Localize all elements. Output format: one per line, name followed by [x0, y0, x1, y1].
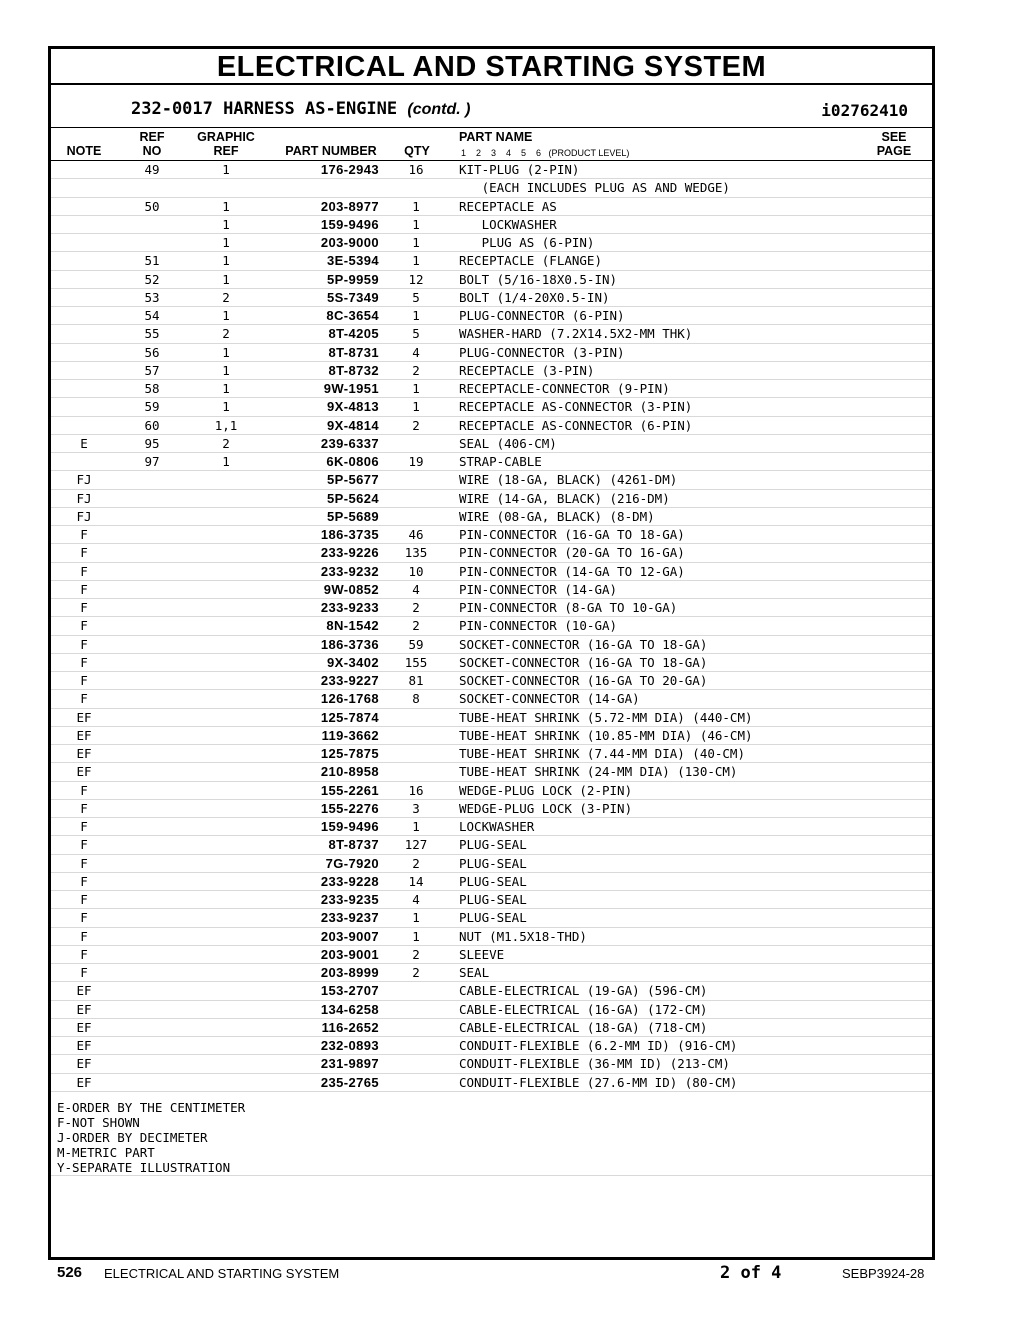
table-row: [51, 636, 932, 654]
row-qty: 2: [412, 600, 420, 615]
row-graphic-ref: 1: [222, 235, 230, 250]
table-row: [51, 763, 932, 781]
row-note: F: [80, 837, 88, 853]
row-ref-no: 51: [144, 253, 160, 269]
row-qty: 2: [412, 855, 420, 871]
col-gref-1: GRAPHIC: [197, 130, 255, 144]
row-qty: 4: [412, 581, 420, 597]
row-part-number: 176-2943: [320, 162, 379, 177]
row-part-name: RECEPTACLE-CONNECTOR (9-PIN): [459, 381, 670, 396]
row-graphic-ref: 1: [222, 162, 230, 177]
table-row: [51, 362, 932, 380]
row-note: EF: [76, 1019, 92, 1035]
row-part-name: WIRE (08-GA, BLACK) (8-DM): [459, 508, 655, 524]
row-part-number: 9X-3402: [327, 654, 379, 670]
row-part-number: 5P-5677: [327, 472, 379, 488]
row-qty: 2: [412, 618, 420, 634]
col-product-level: 1 2 3 4 5 6 (PRODUCT LEVEL): [461, 148, 630, 158]
row-qty: 16: [408, 782, 424, 798]
note-j: J-ORDER BY DECIMETER: [57, 1130, 208, 1145]
row-qty: 4: [412, 344, 420, 360]
row-part-number: 8T-4205: [328, 326, 379, 342]
row-note: F: [80, 928, 88, 944]
row-note: EF: [76, 1074, 92, 1090]
row-qty: 135: [404, 545, 428, 561]
row-part-name: TUBE-HEAT SHRINK (24-MM DIA) (130-CM): [459, 764, 738, 780]
row-note: EF: [76, 709, 92, 725]
col-ref-2: NO: [142, 144, 162, 158]
row-part-name: PLUG-CONNECTOR (6-PIN): [459, 308, 625, 323]
row-qty: 2: [412, 965, 420, 980]
col-note: NOTE: [66, 144, 102, 158]
row-part-number: 5P-9959: [327, 271, 379, 287]
row-graphic-ref: 2: [222, 435, 230, 451]
row-ref-no: 54: [144, 308, 160, 323]
row-ref-no: 59: [144, 399, 160, 415]
row-note: F: [80, 782, 88, 798]
table-row: [51, 398, 932, 416]
table-row: [51, 873, 932, 891]
row-note: F: [80, 965, 88, 980]
row-note: F: [80, 618, 88, 634]
row-part-number: 233-9235: [320, 892, 379, 907]
row-note: EF: [76, 1056, 92, 1072]
row-part-name: NUT (M1.5X18-THD): [459, 928, 587, 944]
row-graphic-ref: 1: [222, 454, 230, 469]
row-graphic-ref: 1: [222, 216, 230, 232]
row-part-number: 159-9496: [320, 819, 379, 834]
row-note: F: [80, 691, 88, 707]
row-qty: 81: [408, 673, 424, 688]
row-qty: 1: [412, 216, 420, 232]
col-ref-1: REF: [139, 130, 165, 144]
row-qty: 2: [412, 417, 420, 433]
col-part-name: PART NAME: [459, 130, 533, 144]
row-qty: 59: [408, 636, 424, 652]
table-row: [51, 617, 932, 635]
row-note: FJ: [76, 508, 92, 524]
row-note: EF: [76, 1001, 92, 1017]
row-qty: 2: [412, 946, 420, 962]
row-part-name: PIN-CONNECTOR (14-GA): [459, 581, 618, 597]
row-part-number: 8C-3654: [326, 308, 379, 323]
row-part-number: 186-3736: [320, 636, 379, 652]
row-part-name: WIRE (18-GA, BLACK) (4261-DM): [459, 472, 678, 488]
row-qty: 1: [412, 819, 420, 834]
row-qty: 3: [412, 800, 420, 816]
row-part-name: CONDUIT-FLEXIBLE (27.6-MM ID) (80-CM): [459, 1074, 738, 1090]
row-part-number: 5S-7349: [327, 289, 379, 305]
table-row: [51, 435, 932, 453]
row-part-name: WASHER-HARD (7.2X14.5X2-MM THK): [459, 326, 693, 342]
row-ref-no: 49: [144, 162, 160, 177]
row-qty: 1: [412, 928, 420, 944]
table-row: [51, 471, 932, 489]
row-part-name: RECEPTACLE AS: [459, 198, 557, 214]
table-row: [51, 325, 932, 343]
row-part-number: 233-9233: [320, 600, 379, 615]
row-note: F: [80, 819, 88, 834]
row-part-name: BOLT (1/4-20X0.5-IN): [459, 289, 610, 305]
table-row: [51, 1074, 932, 1092]
note-y: Y-SEPARATE ILLUSTRATION: [57, 1160, 231, 1175]
row-part-number: 233-9237: [320, 910, 379, 926]
row-part-number: 233-9228: [320, 873, 379, 889]
row-note: EF: [76, 746, 92, 761]
table-row: [51, 818, 932, 836]
row-part-name: SOCKET-CONNECTOR (16-GA TO 18-GA): [459, 636, 708, 652]
row-ref-no: 95: [144, 435, 160, 451]
table-row: [51, 526, 932, 544]
row-graphic-ref: 1,1: [214, 417, 238, 433]
row-part-number: 119-3662: [321, 727, 379, 743]
row-graphic-ref: 1: [222, 271, 230, 287]
row-part-number: 8T-8732: [328, 362, 379, 378]
row-part-name: CABLE-ELECTRICAL (18-GA) (718-CM): [459, 1019, 708, 1035]
table-row: [51, 563, 932, 581]
row-qty: 19: [408, 454, 424, 469]
row-part-number: 233-9227: [320, 673, 379, 688]
row-part-name: TUBE-HEAT SHRINK (10.85-MM DIA) (46-CM): [459, 727, 753, 743]
row-part-number: 203-9007: [320, 928, 379, 944]
table-row: [51, 690, 932, 708]
parts-list-frame: [48, 46, 935, 1260]
row-qty: 4: [412, 892, 420, 907]
row-note: F: [80, 873, 88, 889]
row-note: EF: [76, 983, 92, 999]
row-note: F: [80, 600, 88, 615]
row-note: F: [80, 892, 88, 907]
row-part-name: PLUG AS (6-PIN): [459, 235, 595, 250]
note-m: M-METRIC PART: [57, 1145, 155, 1160]
table-row: [51, 1019, 932, 1037]
group-title: [131, 99, 470, 119]
row-part-name: SEAL (406-CM): [459, 435, 557, 451]
illustration-id: i02762410: [821, 101, 908, 120]
row-note: EF: [76, 764, 92, 780]
footer-section: ELECTRICAL AND STARTING SYSTEM: [104, 1266, 340, 1281]
col-gref-2: REF: [213, 144, 239, 158]
table-row: [51, 1001, 932, 1019]
row-ref-no: 55: [144, 326, 160, 342]
row-part-number: 126-1768: [320, 691, 379, 707]
row-part-number: 116-2652: [321, 1019, 379, 1035]
row-part-name: PLUG-SEAL: [459, 873, 527, 889]
row-note: F: [80, 673, 88, 688]
row-note: F: [80, 800, 88, 816]
table-row: [51, 216, 932, 234]
row-part-number: 159-9496: [320, 216, 379, 232]
parts-table: [51, 161, 932, 1092]
row-part-name: PLUG-SEAL: [459, 892, 527, 907]
page-number: 526: [57, 1264, 83, 1281]
row-part-name: SLEEVE: [459, 946, 505, 962]
row-qty: 1: [412, 235, 420, 250]
row-ref-no: 97: [144, 454, 160, 469]
row-note: F: [80, 654, 88, 670]
row-part-name: LOCKWASHER: [459, 819, 535, 834]
row-part-name: LOCKWASHER: [459, 216, 557, 232]
table-row: [51, 198, 932, 216]
row-qty: 5: [412, 326, 420, 342]
row-note: F: [80, 527, 88, 542]
row-part-number: 6K-0806: [326, 454, 379, 469]
table-row: [51, 982, 932, 1000]
table-row: [51, 672, 932, 690]
row-part-name: PIN-CONNECTOR (16-GA TO 18-GA): [459, 527, 685, 542]
table-row: [51, 855, 932, 873]
row-part-number: 125-7874: [320, 709, 379, 725]
table-row: [51, 490, 932, 508]
notes-divider: [51, 1175, 932, 1176]
row-qty: 1: [412, 399, 420, 415]
note-f: F-NOT SHOWN: [57, 1115, 140, 1130]
row-part-name: SOCKET-CONNECTOR (14-GA): [459, 691, 640, 707]
row-ref-no: 50: [144, 198, 160, 214]
row-graphic-ref: 1: [222, 308, 230, 323]
row-part-name: WEDGE-PLUG LOCK (3-PIN): [459, 800, 633, 816]
row-part-name: PLUG-SEAL: [459, 910, 527, 926]
row-qty: 14: [408, 873, 424, 889]
row-qty: 5: [412, 289, 420, 305]
row-qty: 46: [408, 527, 424, 542]
row-part-number: 8T-8731: [328, 344, 379, 360]
row-note: E: [80, 435, 88, 451]
table-row: [51, 928, 932, 946]
row-part-number: 231-9897: [320, 1056, 379, 1072]
row-graphic-ref: 1: [222, 253, 230, 269]
row-qty: 127: [404, 837, 428, 853]
table-row: [51, 946, 932, 964]
row-part-name: WEDGE-PLUG LOCK (2-PIN): [459, 782, 633, 798]
row-part-name: SOCKET-CONNECTOR (16-GA TO 18-GA): [459, 654, 708, 670]
row-qty: 1: [412, 253, 420, 269]
row-qty: 16: [408, 162, 424, 177]
table-row: [51, 380, 932, 398]
col-qty: QTY: [404, 144, 430, 158]
row-note: FJ: [76, 472, 92, 488]
row-part-number: 9W-0852: [323, 581, 379, 597]
table-row: [51, 727, 932, 745]
table-row: [51, 161, 932, 179]
row-qty: 12: [408, 271, 424, 287]
row-part-number: 155-2261: [320, 782, 379, 798]
row-part-number: 233-9226: [320, 545, 379, 561]
table-row: [51, 836, 932, 854]
table-row: [51, 344, 932, 362]
row-part-number: 203-9000: [320, 235, 379, 250]
row-part-name: PIN-CONNECTOR (8-GA TO 10-GA): [459, 600, 678, 615]
row-part-name: CONDUIT-FLEXIBLE (36-MM ID) (213-CM): [459, 1056, 730, 1072]
page-footer: [0, 1262, 1020, 1286]
row-part-name: PLUG-SEAL: [459, 855, 527, 871]
row-qty: 1: [412, 198, 420, 214]
note-e: E-ORDER BY THE CENTIMETER: [57, 1100, 246, 1115]
row-note: EF: [76, 1038, 92, 1053]
table-row: [51, 800, 932, 818]
table-row: [51, 252, 932, 270]
row-part-name: PIN-CONNECTOR (10-GA): [459, 618, 618, 634]
row-part-number: 153-2707: [320, 983, 379, 999]
row-part-name: CONDUIT-FLEXIBLE (6.2-MM ID) (916-CM): [459, 1038, 738, 1053]
row-part-name: SEAL: [459, 965, 490, 980]
row-part-name: WIRE (14-GA, BLACK) (216-DM): [459, 490, 670, 506]
row-note: F: [80, 581, 88, 597]
row-part-number: 203-9001: [320, 946, 379, 962]
row-part-number: 8N-1542: [326, 618, 379, 634]
row-note: F: [80, 636, 88, 652]
row-part-number: 5P-5689: [327, 508, 379, 524]
row-part-number: 155-2276: [320, 800, 379, 816]
row-part-name: TUBE-HEAT SHRINK (7.44-MM DIA) (40-CM): [459, 746, 745, 761]
table-row: [51, 271, 932, 289]
row-graphic-ref: 2: [222, 326, 230, 342]
row-part-number: 5P-5624: [327, 490, 379, 506]
row-part-number: 9X-4814: [327, 417, 379, 433]
row-part-number: 232-0893: [320, 1038, 379, 1053]
row-part-number: 203-8999: [320, 965, 379, 980]
row-note: FJ: [76, 490, 92, 506]
table-row: [51, 508, 932, 526]
table-row: [51, 544, 932, 562]
row-graphic-ref: 1: [222, 399, 230, 415]
row-part-number: 235-2765: [320, 1074, 379, 1090]
row-note: F: [80, 855, 88, 871]
row-ref-no: 52: [144, 271, 160, 287]
row-part-name: CABLE-ELECTRICAL (16-GA) (172-CM): [459, 1001, 708, 1017]
row-graphic-ref: 1: [222, 362, 230, 378]
row-qty: 10: [408, 563, 424, 579]
row-part-name: TUBE-HEAT SHRINK (5.72-MM DIA) (440-CM): [459, 709, 753, 725]
table-row: [51, 599, 932, 617]
col-part-number: PART NUMBER: [285, 144, 377, 158]
row-graphic-ref: 1: [222, 381, 230, 396]
document-number: SEBP3924-28: [842, 1266, 925, 1281]
table-row: [51, 289, 932, 307]
row-note: EF: [76, 727, 92, 743]
row-part-name: PIN-CONNECTOR (20-GA TO 16-GA): [459, 545, 685, 561]
row-part-number: 8T-8737: [328, 837, 379, 853]
row-note: F: [80, 946, 88, 962]
row-part-number: 186-3735: [320, 527, 379, 542]
row-part-name: RECEPTACLE (3-PIN): [459, 362, 595, 378]
row-part-number: 233-9232: [320, 563, 379, 579]
col-see-1: SEE: [881, 130, 907, 144]
group-name: HARNESS AS-ENGINE: [223, 99, 398, 119]
row-part-number: 3E-5394: [327, 253, 379, 269]
group-part-number: 232-0017: [131, 99, 213, 119]
row-part-name: RECEPTACLE AS-CONNECTOR (6-PIN): [459, 417, 693, 433]
row-part-number: 9X-4813: [327, 399, 379, 415]
row-part-number: 9W-1951: [323, 381, 379, 396]
row-note: F: [80, 563, 88, 579]
table-row: [51, 891, 932, 909]
row-part-number: 125-7875: [320, 746, 379, 761]
page-title: ELECTRICAL AND STARTING SYSTEM: [51, 49, 932, 85]
table-row: [51, 234, 932, 252]
table-row: [51, 453, 932, 471]
row-ref-no: 60: [144, 417, 160, 433]
group-contd: (contd. ): [407, 101, 471, 118]
row-part-name: BOLT (5/16-18X0.5-IN): [459, 271, 618, 287]
row-qty: 2: [412, 362, 420, 378]
table-row: [51, 179, 932, 197]
table-row: [51, 964, 932, 982]
col-see-2: PAGE: [876, 144, 912, 158]
table-row: [51, 782, 932, 800]
row-part-name: STRAP-CABLE: [459, 454, 542, 469]
table-row: [51, 709, 932, 727]
row-part-name: PIN-CONNECTOR (14-GA TO 12-GA): [459, 563, 685, 579]
row-part-name: SOCKET-CONNECTOR (16-GA TO 20-GA): [459, 673, 708, 688]
table-row: [51, 581, 932, 599]
table-row: [51, 307, 932, 325]
row-note: F: [80, 910, 88, 926]
row-part-number: 239-6337: [320, 435, 379, 451]
row-graphic-ref: 2: [222, 289, 230, 305]
column-header: [51, 128, 932, 161]
row-ref-no: 57: [144, 362, 160, 378]
row-part-name: RECEPTACLE (FLANGE): [459, 253, 602, 269]
row-qty: 1: [412, 381, 420, 396]
row-graphic-ref: 1: [222, 198, 230, 214]
page-of: 2 of 4: [720, 1263, 782, 1283]
row-ref-no: 53: [144, 289, 160, 305]
row-part-name: (EACH INCLUDES PLUG AS AND WEDGE): [459, 180, 730, 196]
row-part-number: 134-6258: [320, 1001, 379, 1017]
table-row: [51, 654, 932, 672]
row-part-name: RECEPTACLE AS-CONNECTOR (3-PIN): [459, 399, 693, 415]
row-part-name: KIT-PLUG (2-PIN): [459, 162, 580, 177]
table-row: [51, 417, 932, 435]
group-header: [51, 85, 932, 128]
row-qty: 155: [404, 654, 428, 670]
row-part-number: 7G-7920: [325, 855, 379, 871]
row-part-number: 210-8958: [320, 764, 379, 780]
row-part-name: CABLE-ELECTRICAL (19-GA) (596-CM): [459, 983, 708, 999]
table-row: [51, 909, 932, 927]
row-qty: 8: [412, 691, 420, 707]
row-note: F: [80, 545, 88, 561]
row-ref-no: 58: [144, 381, 160, 396]
table-row: [51, 1037, 932, 1055]
table-row: [51, 745, 932, 763]
table-row: [51, 1055, 932, 1073]
row-part-name: PLUG-CONNECTOR (3-PIN): [459, 344, 625, 360]
row-ref-no: 56: [144, 344, 160, 360]
row-part-number: 203-8977: [320, 198, 379, 214]
row-graphic-ref: 1: [222, 344, 230, 360]
row-qty: 1: [412, 308, 420, 323]
notes-legend: [57, 1100, 245, 1175]
row-qty: 1: [412, 910, 420, 926]
row-part-name: PLUG-SEAL: [459, 837, 527, 853]
